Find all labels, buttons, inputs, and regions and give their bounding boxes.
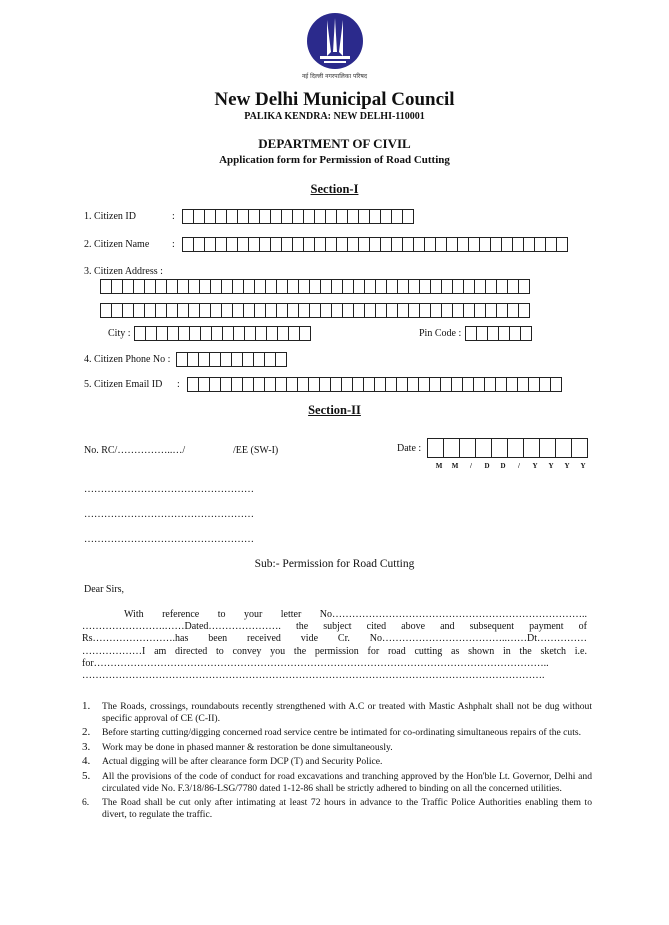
condition-item — [82, 701, 592, 724]
char-box[interactable] — [427, 438, 444, 458]
council-address: PALIKA KENDRA: NEW DELHI-110001 — [244, 111, 425, 122]
char-box[interactable] — [443, 438, 460, 458]
letter-body-line: With reference to your letter No………………………………………………………………….. — [124, 609, 587, 620]
logo-caption: नई दिल्ली नगरपालिका परिषद — [301, 73, 368, 80]
phone-boxes[interactable] — [176, 352, 287, 367]
address-line-2 — [100, 303, 530, 318]
condition-text: All the provisions of the code of conduct for road excavations and tranching approved by the Hon'ble Lt. Governor, Delhi and circulated vide No. F.3/18/86-LSG/7780 dated 1-12-86 shall be strictly adhered to binding on all the concerned utilities. — [102, 770, 592, 794]
date-format-char: Y — [564, 462, 570, 470]
citizen-name-sep: : — [172, 239, 175, 250]
date-label: Date : — [397, 442, 422, 454]
char-box[interactable] — [475, 438, 492, 458]
char-box[interactable] — [520, 326, 532, 341]
date-row — [397, 438, 588, 458]
condition-text: Actual digging will be after clearance form DCP (T) and Security Police. — [102, 756, 383, 768]
condition-item — [82, 742, 592, 754]
citizen-id-sep: : — [172, 211, 175, 222]
phone-label: 4. Citizen Phone No : — [84, 354, 171, 365]
recipient-address-line[interactable]: …………………………………………… — [84, 484, 254, 495]
date-format-char: M — [435, 462, 443, 470]
char-box[interactable] — [518, 279, 530, 294]
condition-item — [82, 756, 592, 768]
char-box[interactable] — [299, 326, 311, 341]
char-box[interactable] — [507, 438, 524, 458]
email-row — [84, 377, 562, 392]
pin-code-boxes[interactable] — [465, 326, 532, 341]
date-format-char: M — [451, 462, 459, 470]
char-box[interactable] — [459, 438, 476, 458]
date-format-char: / — [470, 462, 472, 470]
letter-body-line: …………………………………………………………………………………………………………………………. — [82, 670, 545, 682]
condition-number: 1. — [82, 700, 91, 712]
date-format-char: / — [518, 462, 520, 470]
ref-number: No. RC/……………..…/ — [84, 445, 186, 456]
phone-row — [84, 352, 287, 367]
date-format-char: D — [500, 462, 506, 470]
date-format-char: Y — [532, 462, 538, 470]
letter-body-line: for……………………………………………………………………………………………………………………….. — [82, 657, 549, 669]
city-label: City : — [108, 328, 131, 339]
address-line-1 — [100, 279, 530, 294]
recipient-address-line[interactable]: …………………………………………… — [84, 509, 254, 520]
email-boxes[interactable] — [187, 377, 562, 392]
subject-line: Sub:- Permission for Road Cutting — [254, 558, 415, 570]
pin-code-label: Pin Code : — [419, 328, 462, 339]
council-name: New Delhi Municipal Council — [214, 89, 455, 110]
ref-office: /EE (SW-I) — [233, 445, 279, 456]
char-box[interactable] — [571, 438, 588, 458]
letter-body-line: Rs…………………….has been received vide Cr. No………………………………..……Dt…………… — [82, 633, 587, 645]
ndmc-logo-icon — [306, 12, 364, 70]
date-format-hint — [431, 462, 591, 470]
char-box[interactable] — [275, 352, 287, 367]
section-1-heading: Section-I — [310, 182, 359, 196]
citizen-id-label: 1. Citizen ID — [84, 211, 136, 222]
citizen-name-label: 2. Citizen Name — [84, 239, 150, 250]
section-2-heading: Section-II — [308, 403, 361, 417]
salutation: Dear Sirs, — [84, 584, 124, 595]
address-line-2-boxes[interactable] — [100, 303, 530, 318]
char-box[interactable] — [402, 209, 414, 224]
condition-number: 4. — [82, 755, 91, 768]
letter-body-line: ………………I am directed to convey you the permission for road cutting as shown in the sketch i.e. — [82, 645, 587, 657]
citizen-id-row — [84, 209, 414, 224]
date-format-char: Y — [548, 462, 554, 470]
condition-number: 3. — [82, 740, 91, 753]
citizen-address-label: 3. Citizen Address : — [84, 266, 163, 277]
date-format-char: D — [484, 462, 490, 470]
city-boxes[interactable] — [134, 326, 311, 341]
letter-body-line: …………………….……Dated…………………. the subject cited above and subsequent payment of — [82, 621, 587, 633]
email-label: 5. Citizen Email ID — [84, 379, 163, 390]
pin-row — [419, 326, 532, 341]
condition-text: The Road shall be cut only after intimating at least 72 hours in advance to the Traffic Police Authorities enabling them to divert, to regulate the traffic. — [102, 797, 592, 820]
city-row — [108, 326, 311, 341]
condition-item — [82, 727, 592, 739]
conditions-list — [82, 701, 592, 823]
condition-text: The Roads, crossings, roundabouts recently strengthened with A.C or treated with Mastic Ashphalt shall not be dug without specific approval of CE (C-II). — [102, 701, 592, 724]
form-title: Application form for Permission of Road Cutting — [219, 154, 450, 166]
condition-item — [82, 771, 592, 794]
condition-number: 6. — [82, 797, 90, 809]
citizen-name-boxes[interactable] — [182, 237, 568, 252]
condition-text: Work may be done in phased manner & restoration be done simultaneously. — [102, 741, 393, 753]
char-box[interactable] — [518, 303, 530, 318]
department-title: DEPARTMENT OF CIVIL — [258, 136, 411, 151]
date-format-char: Y — [580, 462, 586, 470]
char-box[interactable] — [556, 237, 568, 252]
char-box[interactable] — [550, 377, 562, 392]
condition-number: 5. — [82, 769, 91, 782]
char-box[interactable] — [523, 438, 540, 458]
char-box[interactable] — [555, 438, 572, 458]
char-box[interactable] — [539, 438, 556, 458]
email-sep: : — [177, 379, 180, 390]
char-box[interactable] — [491, 438, 508, 458]
letter-body — [82, 609, 587, 682]
date-boxes[interactable] — [427, 438, 588, 458]
recipient-address-line[interactable]: …………………………………………… — [84, 534, 254, 545]
condition-number: 2. — [82, 726, 91, 739]
address-line-1-boxes[interactable] — [100, 279, 530, 294]
citizen-id-boxes[interactable] — [182, 209, 414, 224]
condition-text: Before starting cutting/digging concerned road service centre be intimated for co-ordinating simultaneous repairs of the cuts. — [102, 727, 581, 739]
condition-item — [82, 797, 592, 820]
citizen-name-row — [84, 237, 568, 252]
